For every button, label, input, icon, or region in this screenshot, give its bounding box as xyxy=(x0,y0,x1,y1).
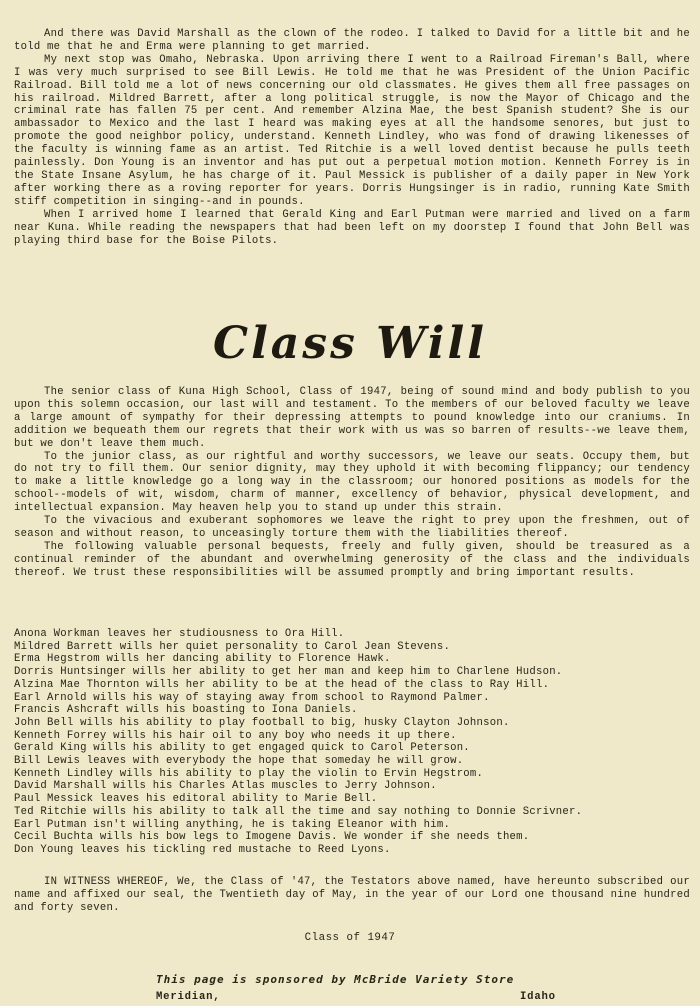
will-paragraph-bequests-intro: The following valuable personal bequests, freely and fully given, should be treasured as a continual reminder of the abundant and overwhelming generosity of the class and the individuals thereof. We trust these responsibilities will be assumed promptly and bring important results. xyxy=(14,540,690,579)
top-section xyxy=(14,28,690,247)
bequest-item: Anona Workman leaves her studiousness to Ora Hill. xyxy=(14,628,345,640)
will-paragraph-juniors: To the junior class, as our rightful and worthy successors, we leave our seats. Occupy them, but do not try to fill them. Our senior dignity, may they uphold it with becoming flippancy; our tendency to make a little knowledge go a long way in the classroom; our honored positions as models for the school--models of wit, wisdom, charm of manner, excellency of behavior, physical development, and intellectual expansion. May heaven help you to stand up under this strain. xyxy=(14,450,690,515)
bequest-item: Earl Arnold wills his way of staying away from school to Raymond Palmer. xyxy=(14,691,490,704)
will-paragraph-faculty: The senior class of Kuna High School, Class of 1947, being of sound mind and body publish to you upon this solemn occasion, our last will and testament. To the members of our beloved faculty we leave a large amount of sympathy for their depressing attempts to pound knowledge into our craniums. In addition we bequeath them our regrets that their work with us was so barren of results--we leave them, but we don't leave them much. xyxy=(14,386,690,450)
bequest-item: Mildred Barrett wills her quiet personality to Carol Jean Stevens. xyxy=(14,640,451,653)
will-paragraph-sophomores: To the vivacious and exuberant sophomores we leave the right to prey upon the freshmen, out of season and without reason, to unceasingly torture them with the liabilities thereof. xyxy=(14,515,690,540)
sponsor-city: Meridian, xyxy=(156,991,221,1003)
class-will-title: Class Will xyxy=(213,318,487,369)
class-signature: Class of 1947 xyxy=(304,932,396,944)
bequest-item: Erma Hegstrom wills her dancing ability to Florence Hawk. xyxy=(14,653,391,666)
bequest-item: Kenneth Lindley wills his ability to play the violin to Ervin Hegstrom. xyxy=(14,767,484,780)
bequest-item: Ted Ritchie wills his ability to talk all the time and say nothing to Donnie Scrivner. xyxy=(14,805,583,818)
bequest-item: Kenneth Forrey wills his hair oil to any boy who needs it up there. xyxy=(14,729,457,742)
bequest-item: Gerald King wills his ability to get engaged quick to Carol Peterson. xyxy=(14,742,470,755)
top-paragraph-3: When I arrived home I learned that Gerald King and Earl Putman were married and lived on a farm near Kuna. While reading the newspapers that had been left on my doorstep I found that John Bell was playing third base for the Boise Pilots. xyxy=(14,208,690,247)
top-paragraph-2: My next stop was Omaho, Nebraska. Upon arriving there I went to a Railroad Fireman's Ball, where I was very much surprised to see Bill Lewis. He told me that he was President of the Union Pacific Railroad. Bill told me a lot of news concerning our old classmates. He gives them all free passages on his railroad. Mildred Barrett, after a long political struggle, is now the Mayor of Chicago and the criminal rate has fallen 75 per cent. And remember Alzina Mae, the best Spanish student? She is our ambassador to Mexico and the last I heard was making eyes at all the handsome senores, but just to promote the good neighbor policy, understand. Kenneth Lindley, who was fond of drawing likenesses of the faculty is winning fame as an artist. Ted Ritchie is a well loved dentist because he pulls teeth painlessly. Don Young is an inventor and has put out a perpetual motion motion. Kenneth Forrey is in the State Insane Asylum, he has charge of it. Paul Messick is publisher of a daily paper in New York after working there as a roving reporter for years. Dorris Hungsinger is in radio, running Kate Smith stiff competition in singing--and in pounds. xyxy=(14,53,690,208)
bequest-item: Francis Ashcraft wills his boasting to Iona Daniels. xyxy=(14,704,358,717)
witness-block xyxy=(14,876,690,915)
bequest-item: Earl Putman isn't willing anything, he is taking Eleanor with him. xyxy=(14,818,451,831)
bequest-item: John Bell wills his ability to play football to big, husky Clayton Johnson. xyxy=(14,716,510,729)
bequest-item: Cecil Buchta wills his bow legs to Imogene Davis. We wonder if she needs them. xyxy=(14,831,530,844)
bequest-item: Don Young leaves his tickling red mustache to Reed Lyons. xyxy=(14,843,391,856)
witness-paragraph: IN WITNESS WHEREOF, We, the Class of '47, the Testators above named, have hereunto subscribed our name and affixed our seal, the Twentieth day of May, in the year of our Lord one thousand nine hundred and forty seven. xyxy=(14,876,690,914)
bequest-item: David Marshall wills his Charles Atlas muscles to Jerry Johnson. xyxy=(14,780,437,793)
sponsor-line: This page is sponsored by McBride Variety Store xyxy=(156,973,515,986)
bequest-item: Dorris Huntsinger wills her ability to get her man and keep him to Charlene Hudson. xyxy=(14,666,563,679)
top-paragraph-1: And there was David Marshall as the clown of the rodeo. I talked to David for a little bit and he told me that he and Erma were planning to get married. xyxy=(14,28,690,53)
class-will-body xyxy=(14,386,690,580)
sponsor-state: Idaho xyxy=(520,991,556,1003)
bequest-item: Paul Messick leaves his editoral ability to Marie Bell. xyxy=(14,793,378,806)
bequest-item: Alzina Mae Thornton wills her ability to be at the head of the class to Ray Hill. xyxy=(14,678,550,691)
bequest-item: Bill Lewis leaves with everybody the hope that someday he will grow. xyxy=(14,755,464,768)
bequest-list xyxy=(14,628,690,857)
